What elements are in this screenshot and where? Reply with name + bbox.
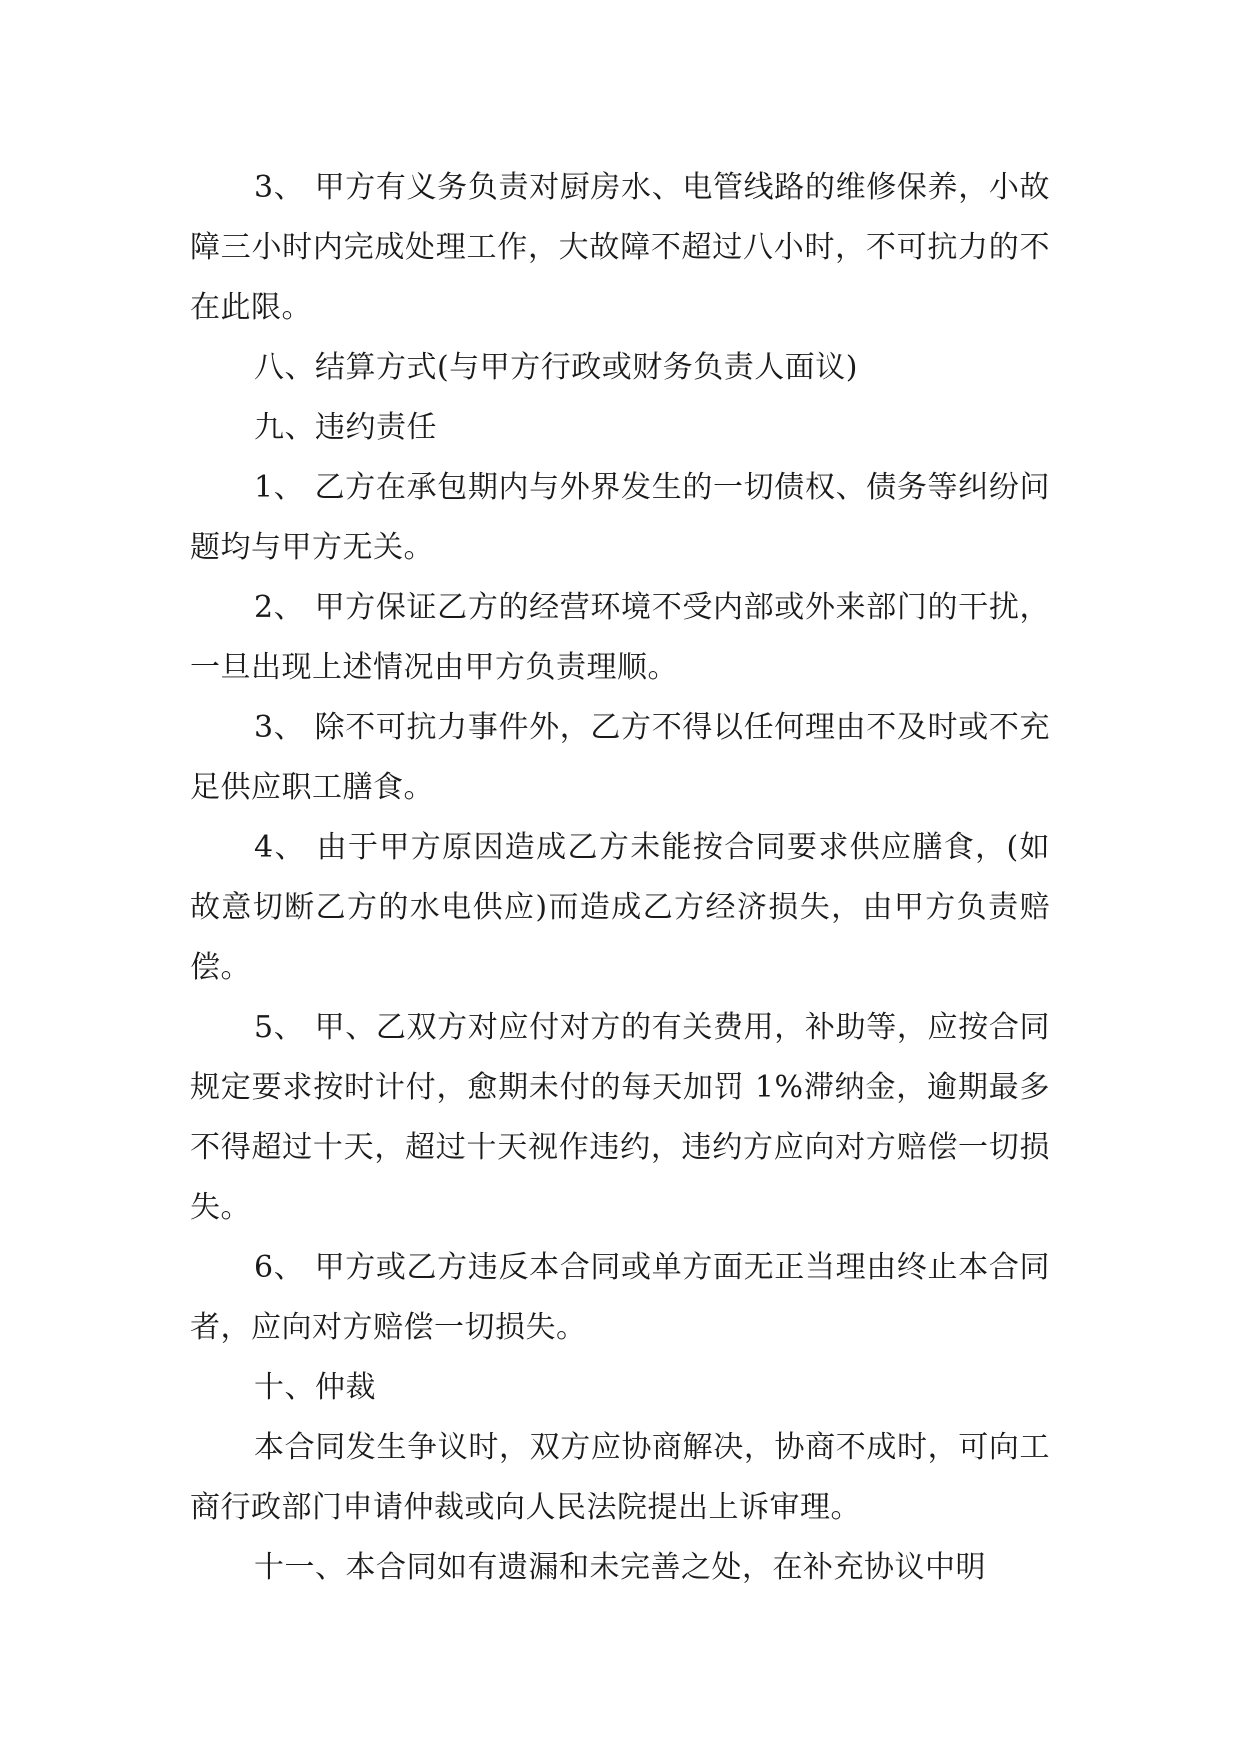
section-10-arbitration-heading: 十、仲裁	[254, 1370, 376, 1405]
clause-3-kitchen-maintenance: 3、 甲方有义务负责对厨房水、电管线路的维修保养，小故障三小时内完成处理工作，大故障不超过八小时，不可抗力的不在此限。	[190, 170, 1050, 325]
document-body	[190, 158, 1050, 1598]
arbitration-clause: 本合同发生争议时，双方应协商解决，协商不成时，可向工商行政部门申请仲裁或向人民法院提出上诉审理。	[190, 1430, 1050, 1525]
liability-clause-2: 2、 甲方保证乙方的经营环境不受内部或外来部门的干扰，一旦出现上述情况由甲方负责理顺。	[190, 590, 1050, 685]
liability-clause-3: 3、 除不可抗力事件外，乙方不得以任何理由不及时或不充足供应职工膳食。	[190, 710, 1050, 805]
section-9-liability-heading: 九、违约责任	[254, 410, 437, 445]
liability-clause-1: 1、 乙方在承包期内与外界发生的一切债权、债务等纠纷问题均与甲方无关。	[190, 470, 1050, 565]
liability-clause-4: 4、 由于甲方原因造成乙方未能按合同要求供应膳食，(如故意切断乙方的水电供应)而造成乙方经济损失，由甲方负责赔偿。	[190, 830, 1050, 985]
liability-clause-5: 5、 甲、乙双方对应付对方的有关费用，补助等，应按合同规定要求按时计付，愈期未付的每天加罚 1%滞纳金，逾期最多不得超过十天，超过十天视作违约，违约方应向对方赔偿一切损失。	[190, 1010, 1050, 1225]
section-11-supplement: 十一、本合同如有遗漏和未完善之处，在补充协议中明	[254, 1550, 986, 1585]
liability-clause-6: 6、 甲方或乙方违反本合同或单方面无正当理由终止本合同者，应向对方赔偿一切损失。	[190, 1250, 1050, 1345]
section-8-settlement-heading: 八、结算方式(与甲方行政或财务负责人面议)	[254, 350, 858, 385]
